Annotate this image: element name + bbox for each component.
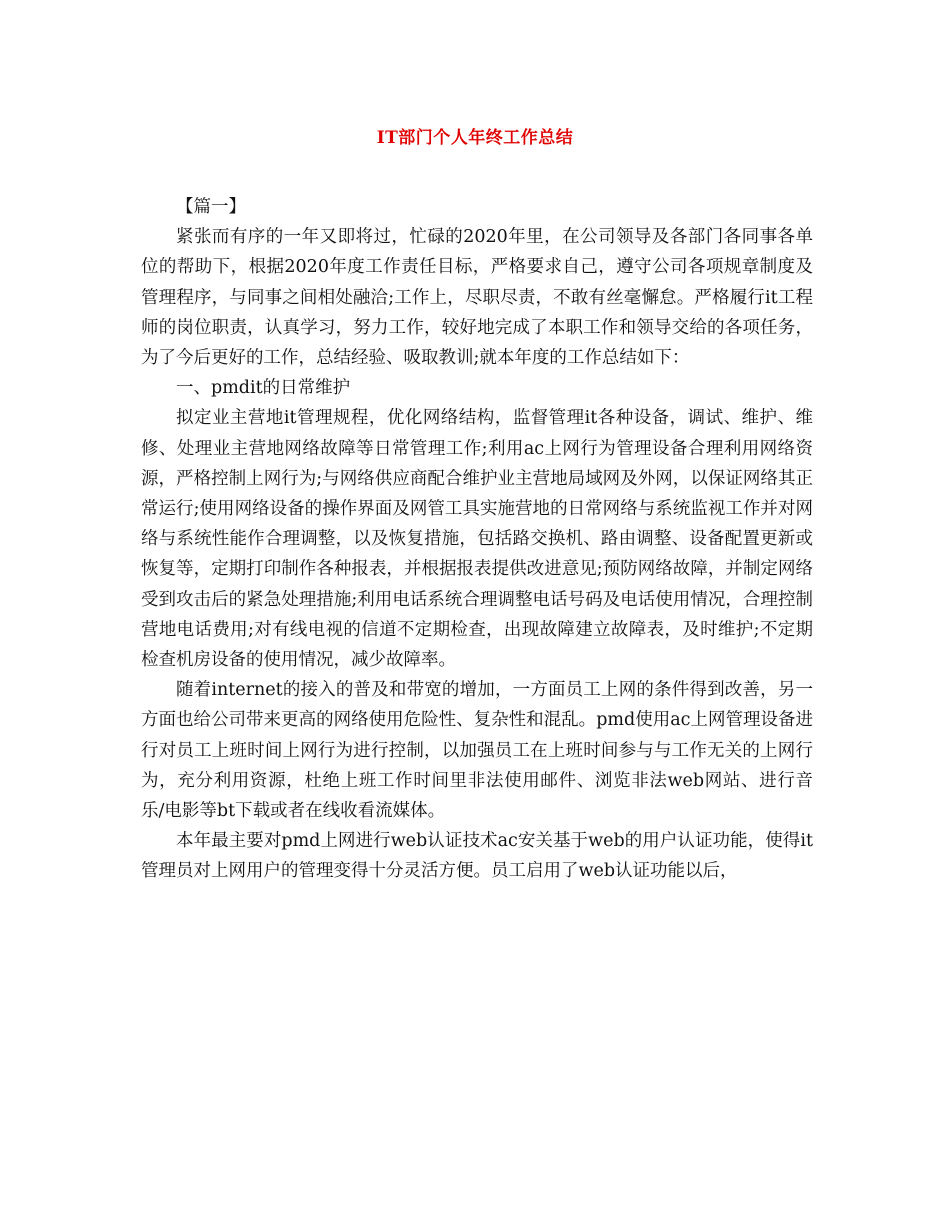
document-title: IT部门个人年终工作总结 (376, 128, 574, 148)
body-paragraph: 紧张而有序的一年又即将过，忙碌的2020年里，在公司领导及各部门各同事各单位的帮助下，根据2020年度工作责任目标，严格要求自己，遵守公司各项规章制度及管理程序，与同事之间相处融洽;工作上，尽职尽责，不敢有丝毫懈怠。严格履行it工程师的岗位职责，认真学习，努力工作，较好地完成了本职工作和领导交给的各项任务，为了今后更好的工作，总结经验、吸取教训;就本年度的工作总结如下： (141, 227, 813, 369)
body-paragraph: 拟定业主营地it管理规程，优化网络结构，监督管理it各种设备，调试、维护、维修、处理业主营地网络故障等日常管理工作;利用ac上网行为管理设备合理利用网络资源，严格控制上网行为;与网络供应商配合维护业主营地局域网及外网，以保证网络其正常运行;使用网络设备的操作界面及网管工具实施营地的日常网络与系统监视工作并对网络与系统性能作合理调整，以及恢复措施，包括路交换机、路由调整、设备配置更新或恢复等，定期打印制作各种报表，并根据报表提供改进意见;预防网络故障，并制定网络受到攻击后的紧急处理措施;利用电话系统合理调整电话号码及电话使用情况，合理控制营地电话费用;对有线电视的信道不定期检查，出现故障建立故障表，及时维护;不定期检查机房设备的使用情况，减少故障率。 (141, 408, 813, 671)
document-body (141, 192, 813, 887)
body-paragraph: 随着internet的接入的普及和带宽的增加，一方面员工上网的条件得到改善，另一方面也给公司带来更高的网络使用危险性、复杂性和混乱。pmd使用ac上网管理设备进行对员工上班时间上网行为进行控制，以加强员工在上班时间参与与工作无关的上网行为，充分利用资源，杜绝上班工作时间里非法使用邮件、浏览非法web网站、进行音乐/电影等bt下载或者在线收看流媒体。 (141, 680, 813, 822)
body-paragraph: 本年最主要对pmd上网进行web认证技术ac安关基于web的用户认证功能，使得it管理员对上网用户的管理变得十分灵活方便。员工启用了web认证功能以后， (141, 831, 813, 882)
section-heading: 【篇一】 (176, 197, 246, 217)
subsection-heading: 一、pmdit的日常维护 (176, 378, 351, 399)
